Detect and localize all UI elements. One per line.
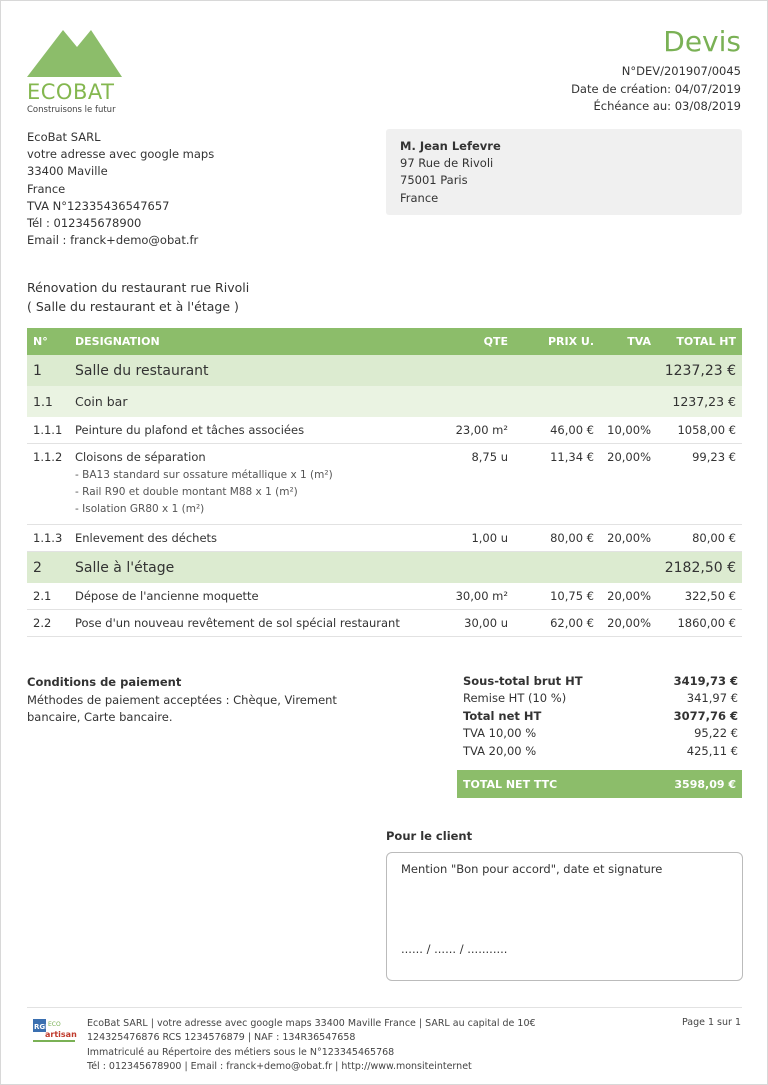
section-row: [27, 552, 742, 584]
row-num: 1.1: [27, 386, 69, 417]
ttc-value: 3598,09 €: [674, 777, 736, 791]
row-tva: 20,00%: [600, 525, 657, 552]
total-row: [457, 690, 742, 707]
client-city: 75001 Paris: [400, 173, 468, 188]
table-row: [27, 610, 742, 637]
table-header-row: [27, 328, 742, 355]
total-row: [457, 725, 742, 742]
table-row: [27, 583, 742, 610]
total-label: Total net HT: [463, 708, 542, 723]
row-label: Coin bar: [69, 386, 657, 417]
total-label: Remise HT (10 %): [463, 691, 567, 706]
header-num: N°: [27, 328, 69, 355]
row-num: 1.1.3: [27, 525, 69, 552]
document-title: Devis: [663, 25, 741, 58]
sender-line: EcoBat SARL: [27, 130, 101, 144]
client-signature-label: Pour le client: [386, 829, 473, 843]
company-logo: [27, 27, 127, 119]
total-value: 95,22 €: [694, 726, 738, 741]
row-label: Peinture du plafond et tâches associées: [69, 417, 434, 444]
subsection-row: [27, 386, 742, 417]
rge-eco-artisan-logo: [31, 1017, 77, 1047]
logo-tagline: Construisons le futur: [27, 105, 116, 115]
total-value: 3419,73 €: [673, 674, 738, 688]
total-row: [457, 708, 742, 725]
due-date: Échéance au: 03/08/2019: [593, 99, 741, 113]
total-value: 341,97 €: [686, 691, 738, 706]
row-label: Enlevement des déchets: [69, 525, 434, 552]
row-total: 1237,23 €: [657, 386, 742, 417]
total-label: TVA 20,00 %: [463, 743, 537, 758]
row-price: 46,00 €: [514, 417, 600, 444]
footer-legal-info: [87, 1017, 536, 1074]
row-designation-cell: [69, 444, 434, 525]
table-row: [27, 417, 742, 444]
row-details: [75, 467, 428, 518]
ttc-label: TOTAL NET TTC: [463, 777, 558, 791]
payment-conditions: [27, 674, 387, 727]
footer-line: EcoBat SARL | votre adresse avec google maps 33400 Maville France | SARL au capital de 10€: [87, 1018, 536, 1029]
total-value: 425,11 €: [686, 743, 738, 758]
row-num: 2.1: [27, 583, 69, 610]
total-row: [457, 673, 742, 690]
detail-line: - BA13 standard sur ossature métallique x 1 (m²): [75, 469, 333, 481]
row-tva: 20,00%: [600, 444, 657, 525]
row-num: 1.1.2: [27, 444, 69, 525]
sender-address: [27, 129, 214, 249]
total-ttc-row: [457, 770, 742, 798]
row-qty: 30,00 u: [434, 610, 514, 637]
section-row: [27, 355, 742, 386]
row-num: 1: [27, 355, 69, 386]
footer-line: Immatriculé au Répertoire des métiers sous le N°123345465768: [87, 1046, 395, 1058]
footer-divider: [27, 1007, 742, 1008]
house-roof-icon: [27, 27, 122, 79]
row-qty: 1,00 u: [434, 525, 514, 552]
table-row: [27, 525, 742, 552]
row-tva: 20,00%: [600, 610, 657, 637]
project-subtitle: ( Salle du restaurant et à l'étage ): [27, 299, 239, 314]
row-total: 1058,00 €: [657, 417, 742, 444]
row-tva: 20,00%: [600, 583, 657, 610]
client-name: M. Jean Lefevre: [400, 139, 501, 153]
row-label: Dépose de l'ancienne moquette: [69, 583, 434, 610]
quote-number: N°DEV/201907/0045: [621, 64, 741, 78]
quote-items-table: [27, 328, 742, 637]
sender-line: TVA N°12335436547657: [27, 198, 170, 213]
header-total: TOTAL HT: [657, 328, 742, 355]
row-total: 99,23 €: [657, 444, 742, 525]
sender-line: 33400 Maville: [27, 164, 108, 179]
project-title: Rénovation du restaurant rue Rivoli: [27, 280, 250, 295]
row-label: Cloisons de séparation: [75, 450, 206, 464]
row-total: 2182,50 €: [657, 552, 742, 584]
footer-line: Tél : 012345678900 | Email : franck+demo@obat.fr | http://www.monsiteinternet: [87, 1060, 472, 1072]
row-label: Salle à l'étage: [69, 552, 657, 584]
total-label: TVA 10,00 %: [463, 726, 537, 741]
row-qty: 23,00 m²: [434, 417, 514, 444]
row-price: 10,75 €: [514, 583, 600, 610]
svg-text:ECO: ECO: [48, 1021, 61, 1028]
row-total: 80,00 €: [657, 525, 742, 552]
signature-box: [386, 852, 743, 981]
signature-mention: Mention "Bon pour accord", date et signature: [401, 862, 663, 876]
row-total: 322,50 €: [657, 583, 742, 610]
row-label: Pose d'un nouveau revêtement de sol spécial restaurant: [69, 610, 434, 637]
row-price: 11,34 €: [514, 444, 600, 525]
row-price: 62,00 €: [514, 610, 600, 637]
row-num: 2.2: [27, 610, 69, 637]
sender-line: France: [27, 181, 66, 196]
svg-text:RGE: RGE: [34, 1023, 50, 1031]
conditions-title: Conditions de paiement: [27, 675, 182, 689]
row-total: 1237,23 €: [657, 355, 742, 386]
header-qty: QTE: [434, 328, 514, 355]
row-tva: 10,00%: [600, 417, 657, 444]
row-label: Salle du restaurant: [69, 355, 657, 386]
certification-badge-icon: [31, 1017, 77, 1047]
row-qty: 8,75 u: [434, 444, 514, 525]
header-designation: DESIGNATION: [69, 328, 434, 355]
total-row: [457, 743, 742, 760]
row-num: 1.1.1: [27, 417, 69, 444]
project-description: [27, 278, 249, 316]
signature-date: ...... / ...... / ...........: [401, 942, 508, 956]
total-value: 3077,76 €: [673, 708, 738, 723]
row-num: 2: [27, 552, 69, 584]
creation-date: Date de création: 04/07/2019: [571, 81, 741, 96]
sender-line: votre adresse avec google maps: [27, 147, 215, 162]
total-label: Sous-total brut HT: [463, 674, 583, 688]
logo-name: ECOBAT: [27, 80, 115, 104]
row-total: 1860,00 €: [657, 610, 742, 637]
header-price: PRIX U.: [514, 328, 600, 355]
page-number: Page 1 sur 1: [681, 1017, 741, 1028]
document-meta: [571, 63, 741, 116]
row-qty: 30,00 m²: [434, 583, 514, 610]
detail-line: - Isolation GR80 x 1 (m²): [75, 503, 205, 515]
detail-line: - Rail R90 et double montant M88 x 1 (m²): [75, 486, 298, 498]
table-row: [27, 444, 742, 525]
client-street: 97 Rue de Rivoli: [400, 156, 494, 171]
client-country: France: [400, 190, 439, 205]
footer-line: 124325476876 RCS 1234576879 | NAF : 134R36547658: [87, 1032, 356, 1044]
header-tva: TVA: [600, 328, 657, 355]
conditions-text: Méthodes de paiement acceptées : Chèque, Virement bancaire, Carte bancaire.: [27, 692, 337, 724]
svg-text:artisan: artisan: [45, 1030, 77, 1039]
client-address-box: [386, 129, 742, 215]
totals-block: [457, 673, 742, 798]
sender-line: Email : franck+demo@obat.fr: [27, 233, 199, 248]
row-price: 80,00 €: [514, 525, 600, 552]
sender-line: Tél : 012345678900: [27, 216, 142, 231]
